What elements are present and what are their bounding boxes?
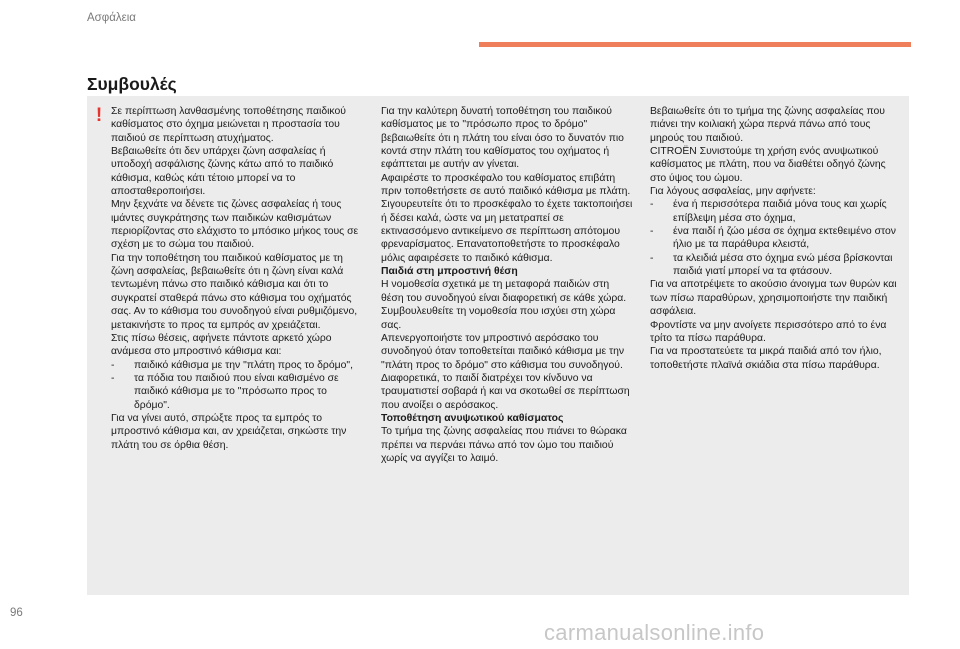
paragraph: Φροντίστε να μην ανοίγετε περισσότερο από το ένα τρίτο τα πίσω παράθυρα. <box>650 319 887 344</box>
paragraph: Για την καλύτερη δυνατή τοποθέτηση του παιδικού καθίσματος με το "πρόσωπο προς το δρόμο" βεβαιωθείτε ότι η πλάτη του είναι όσο το δυνατόν πιο κοντά στην πλάτη του καθίσματος του οχήματος ή εφάπτεται με αυτήν αν γίνεται. <box>381 106 624 171</box>
paragraph: Για να προστατεύετε τα μικρά παιδιά από τον ήλιο, τοποθετήστε πλαϊνά σκιάδια στα πίσω παράθυρα. <box>650 346 882 371</box>
text-column-1 <box>111 105 363 452</box>
paragraph: Βεβαιωθείτε ότι δεν υπάρχει ζώνη ασφαλείας ή υποδοχή ασφάλισης ζώνης κάτω από το παιδικό κάθισμα, καθώς κάτι τέτοιο μπορεί να το αποσταθεροποιήσει. <box>111 146 334 198</box>
text-column-2 <box>381 105 633 465</box>
list-item: - ένα ή περισσότερα παιδιά μόνα τους και χωρίς επίβλεψη μέσα στο όχημα, <box>650 198 900 225</box>
watermark: carmanualsonline.info <box>544 620 765 645</box>
section-label: Ασφάλεια <box>87 12 136 24</box>
section-heading: Τοποθέτηση ανυψωτικού καθίσματος <box>381 412 564 424</box>
paragraph: Το τμήμα της ζώνης ασφαλείας που πιάνει το θώρακα πρέπει να περνάει πάνω από τον ώμο του παιδιού χωρίς να αγγίζει το λαιμό. <box>381 426 627 464</box>
paragraph: Για λόγους ασφαλείας, μην αφήνετε: <box>650 186 816 198</box>
paragraph: Για να γίνει αυτό, σπρώξτε προς τα εμπρός το μπροστινό κάθισμα και, αν χρειάζεται, σηκώστε την πλάτη του σε όρθια θέση. <box>111 412 347 451</box>
list-item: - παιδικό κάθισμα με την "πλάτη προς το δρόμο", <box>111 359 363 372</box>
paragraph: Διαφορετικά, το παιδί διατρέχει τον κίνδυνο να τραυματιστεί σοβαρά ή και να σκοτωθεί σε περίπτωση που ανοίξει ο αερόσακος. <box>381 372 630 411</box>
header-accent-bar <box>479 42 911 47</box>
paragraph: Αφαιρέστε το προσκέφαλο του καθίσματος επιβάτη πριν τοποθετήσετε σε αυτό παιδικό κάθισμα με πλάτη. <box>381 172 631 198</box>
paragraph: Σιγουρευτείτε ότι το προσκέφαλο το έχετε τακτοποιήσει ή δέσει καλά, ώστε να μη μετατραπεί σε εκτινασσόμενο αντικείμενο σε περίπτωση απότομου φρεναρίσματος. Επανατοποθετήστε το προσκέφαλο μόλις αφαιρέσετε το παιδικό κάθισμα. <box>381 199 633 264</box>
paragraph: CITROËN Συνιστούμε τη χρήση ενός ανυψωτικού καθίσματος με πλάτη, που να διαθέτει οδηγό ζώνης στο ύψος του ώμου. <box>650 146 886 184</box>
paragraph: Σε περίπτωση λανθασμένης τοποθέτησης παιδικού καθίσματος στο όχημα μειώνεται η προστασία του παιδιού σε περίπτωση ατυχήματος. <box>111 106 346 144</box>
list-item: - τα πόδια του παιδιού που είναι καθισμένο σε παιδικό κάθισμα με το "πρόσωπο προς το δρόμο". <box>111 372 363 412</box>
page-number: 96 <box>10 607 23 619</box>
paragraph: Απενεργοποιήστε τον μπροστινό αερόσακο του συνοδηγού όταν τοποθετείται παιδικό κάθισμα με την "πλάτη προς το δρόμο" στο κάθισμα του συνοδηγού. <box>381 332 625 371</box>
section-heading: Παιδιά στη μπροστινή θέση <box>381 266 518 278</box>
paragraph: Η νομοθεσία σχετικά με τη μεταφορά παιδιών στη θέση του συνοδηγού είναι διαφορετική σε κάθε χώρα. Συμβουλευθείτε τη νομοθεσία που ισχύει στη χώρα σας. <box>381 279 627 331</box>
list-item: - τα κλειδιά μέσα στο όχημα ενώ μέσα βρίσκονται παιδιά γιατί μπορεί να τα φτάσουν. <box>650 252 900 279</box>
paragraph: Βεβαιωθείτε ότι το τμήμα της ζώνης ασφαλείας που πιάνει την κοιλιακή χώρα περνά πάνω από τους μηρούς του παιδιού. <box>650 106 885 144</box>
exclamation-warning-icon: ! <box>95 105 103 126</box>
text-column-3 <box>650 105 900 372</box>
list-item: - ένα παιδί ή ζώο μέσα σε όχημα εκτεθειμένο στον ήλιο με τα παράθυρα κλειστά, <box>650 225 900 252</box>
page-title: Συμβουλές <box>87 74 177 94</box>
paragraph: Για την τοποθέτηση του παιδικού καθίσματος με τη ζώνη ασφαλείας, βεβαιωθείτε ότι η ζώνη είναι καλά τεντωμένη πάνω στο παιδικό κάθισμα και ότι το συγκρατεί σταθερά πάνω στο κάθισμα του οχήματός σας. Αν το κάθισμα του συνοδηγού είναι ρυθμιζόμενο, μετακινήστε το προς τα εμπρός αν χρειάζεται. <box>111 252 358 331</box>
paragraph: Στις πίσω θέσεις, αφήνετε πάντοτε αρκετό χώρο ανάμεσα στο μπροστινό κάθισμα και: <box>111 332 332 358</box>
paragraph: Για να αποτρέψετε το ακούσιο άνοιγμα των θυρών και των πίσω παραθύρων, χρησιμοποιήστε την παιδική ασφάλεια. <box>650 279 897 318</box>
paragraph: Μην ξεχνάτε να δένετε τις ζώνες ασφαλείας ή τους ιμάντες συγκράτησης των παιδικών καθισμάτων περιορίζοντας στο ελάχιστο το μπόσικο μήκος τους σε σχέση με το σώμα του παιδιού. <box>111 199 359 251</box>
